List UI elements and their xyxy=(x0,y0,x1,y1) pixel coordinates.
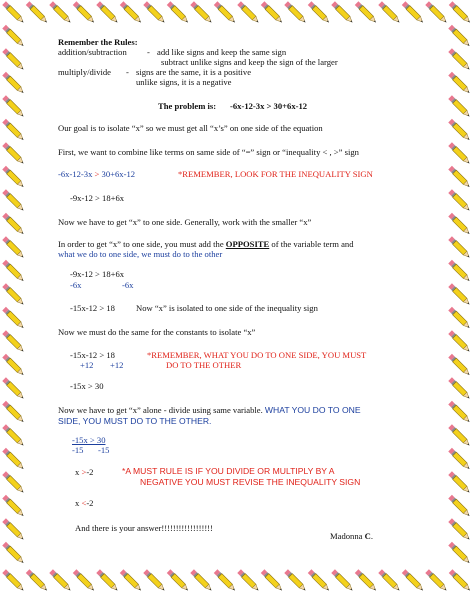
pencil-icon xyxy=(448,401,471,424)
step8-val: -2 xyxy=(86,467,94,477)
pencil-icon xyxy=(355,569,378,592)
pencil-icon xyxy=(26,1,49,24)
step3-sub-right: -6x xyxy=(122,280,134,290)
pencil-icon xyxy=(308,569,331,592)
pencil-icon xyxy=(2,283,25,306)
step5-note2: DO TO THE OTHER xyxy=(166,360,242,370)
pencil-icon xyxy=(425,569,448,592)
pencil-icon xyxy=(190,569,213,592)
step4-eq: -15x-12 > 18 xyxy=(70,303,115,313)
answer-text: And there is your answer!!!!!!!!!!!!!!!!!! xyxy=(75,523,213,533)
pencil-icon xyxy=(449,1,472,24)
pencil-icon xyxy=(2,424,25,447)
step7-den-right: -15 xyxy=(98,445,110,455)
pencil-icon xyxy=(448,48,471,71)
pencil-icon xyxy=(425,1,448,24)
alone-text xyxy=(58,406,361,416)
problem-label: The problem is: xyxy=(158,101,217,111)
step9-line xyxy=(75,499,93,509)
step6-eq: -15x > 30 xyxy=(70,381,104,391)
pencil-icon xyxy=(214,1,237,24)
pencil-icon xyxy=(448,307,471,330)
pencil-icon xyxy=(402,569,425,592)
pencil-icon xyxy=(448,260,471,283)
step5-add-right: +12 xyxy=(110,360,124,370)
step8-op: > xyxy=(81,467,87,477)
pencil-icon xyxy=(2,48,25,71)
pencil-icon xyxy=(120,1,143,24)
pencil-icon xyxy=(448,542,471,565)
pencil-icon xyxy=(190,1,213,24)
pencil-icon xyxy=(2,401,25,424)
pencil-icon xyxy=(449,569,472,592)
pencil-icon xyxy=(96,1,119,24)
pencil-icon xyxy=(448,283,471,306)
pencil-icon xyxy=(73,1,96,24)
step5-note1: *REMEMBER, WHAT YOU DO TO ONE SIDE, YOU MUST xyxy=(147,350,367,360)
pencil-icon xyxy=(2,213,25,236)
pencil-icon xyxy=(2,1,25,24)
pencil-icon xyxy=(2,307,25,330)
alone-blue1: WHAT YOU DO TO ONE xyxy=(264,405,361,415)
pencil-icon xyxy=(448,236,471,259)
pencil-icon xyxy=(2,377,25,400)
pencil-icon xyxy=(2,354,25,377)
alone-main: Now we have to get “x” alone - divide using same variable. xyxy=(58,405,263,415)
pencil-icon xyxy=(355,1,378,24)
pencil-icon xyxy=(448,330,471,353)
step4-note: Now “x” is isolated to one side of the inequality sign xyxy=(136,303,318,313)
step1-op: > xyxy=(94,169,100,179)
rule-dash: - xyxy=(147,47,150,57)
pencil-icon xyxy=(120,569,143,592)
rule-dash: - xyxy=(126,67,129,77)
step1-lhs: -6x-12-3x xyxy=(58,169,93,179)
opposite-before: In order to get “x” to one side, you must add the xyxy=(58,239,224,249)
step3-sub-left: -6x xyxy=(70,280,82,290)
pencil-icon xyxy=(167,569,190,592)
pencil-icon xyxy=(2,330,25,353)
step8-note1: *A MUST RULE IS IF YOU DIVIDE OR MULTIPLY BY A xyxy=(122,466,335,476)
step8-note2: NEGATIVE YOU MUST REVISE THE INEQUALITY SIGN xyxy=(140,477,361,487)
signature-initial: C xyxy=(364,531,371,541)
pencil-icon xyxy=(73,569,96,592)
rule-mul-div-label: multiply/divide xyxy=(58,67,111,77)
pencil-icon xyxy=(331,1,354,24)
pencil-icon xyxy=(448,495,471,518)
pencil-icon xyxy=(448,189,471,212)
step1-line xyxy=(58,170,135,180)
alone-blue2: SIDE, YOU MUST DO TO THE OTHER. xyxy=(58,416,212,426)
pencil-icon xyxy=(2,260,25,283)
rule-add-line2: subtract unlike signs and keep the sign of the larger xyxy=(161,57,338,67)
step5-add-left: +12 xyxy=(80,360,94,370)
step5-eq: -15x-12 > 18 xyxy=(70,350,115,360)
pencil-icon xyxy=(214,569,237,592)
pencil-icon xyxy=(448,119,471,142)
pencil-icon xyxy=(2,518,25,541)
worksheet-content xyxy=(58,38,424,558)
step9-val: -2 xyxy=(86,498,94,508)
pencil-icon xyxy=(261,1,284,24)
pencil-icon xyxy=(49,1,72,24)
signature-name: Madonna xyxy=(330,531,363,541)
pencil-icon xyxy=(448,72,471,95)
rule-mul-line1: signs are the same, it is a positive xyxy=(136,67,252,77)
step2-line: -9x-12 > 18+6x xyxy=(70,193,125,203)
pencil-icon xyxy=(284,569,307,592)
first-text: First, we want to combine like terms on same side of “=” sign or “inequality < , >” sign xyxy=(58,147,359,157)
pencil-icon xyxy=(308,1,331,24)
pencil-icon xyxy=(448,518,471,541)
pencil-icon xyxy=(378,1,401,24)
pencil-icon xyxy=(237,1,260,24)
rule-add-line1: add like signs and keep the same sign xyxy=(157,47,287,57)
constants-text: Now we must do the same for the constants to isolate “x” xyxy=(58,327,256,337)
pencil-icon xyxy=(448,471,471,494)
step9-x: x xyxy=(75,498,80,508)
pencil-icon xyxy=(2,95,25,118)
step8-x: x xyxy=(75,467,80,477)
pencil-icon xyxy=(2,471,25,494)
pencil-icon xyxy=(402,1,425,24)
opposite-word: OPPOSITE xyxy=(225,239,270,249)
opposite-after: of the variable term and xyxy=(271,239,354,249)
pencil-icon xyxy=(448,142,471,165)
pencil-icon xyxy=(378,569,401,592)
pencil-icon xyxy=(2,495,25,518)
pencil-icon xyxy=(2,166,25,189)
pencil-icon xyxy=(143,1,166,24)
pencil-icon xyxy=(448,25,471,48)
rule-mul-line2: unlike signs, it is a negative xyxy=(136,77,232,87)
pencil-icon xyxy=(26,569,49,592)
pencil-icon xyxy=(448,424,471,447)
pencil-icon xyxy=(2,236,25,259)
pencil-icon xyxy=(448,354,471,377)
pencil-icon xyxy=(2,448,25,471)
step7-den-left: -15 xyxy=(72,445,84,455)
step9-op: < xyxy=(81,498,87,508)
pencil-icon xyxy=(2,25,25,48)
signature-period: . xyxy=(370,531,373,541)
pencil-icon xyxy=(49,569,72,592)
step1-rhs: 30+6x-12 xyxy=(101,169,136,179)
opposite-line2: what we do to one side, we must do to the other xyxy=(58,249,223,259)
pencil-icon xyxy=(448,166,471,189)
pencil-icon xyxy=(2,142,25,165)
pencil-icon xyxy=(284,1,307,24)
pencil-icon xyxy=(331,569,354,592)
pencil-icon xyxy=(96,569,119,592)
rule-add-sub-label: addition/subtraction xyxy=(58,47,127,57)
pencil-icon xyxy=(448,213,471,236)
rules-heading: Remember the Rules: xyxy=(58,37,138,47)
pencil-icon xyxy=(448,377,471,400)
pencil-icon xyxy=(2,542,25,565)
pencil-icon xyxy=(448,448,471,471)
pencil-icon xyxy=(2,72,25,95)
move-x-text: Now we have to get “x” to one side. Generally, work with the smaller “x” xyxy=(58,217,312,227)
step7-eq: -15x > 30 xyxy=(72,435,106,445)
step1-note: *REMEMBER, LOOK FOR THE INEQUALITY SIGN xyxy=(178,169,373,179)
goal-text: Our goal is to isolate “x” so we must get all “x’s” on one side of the equation xyxy=(58,123,323,133)
problem-equation: -6x-12-3x > 30+6x-12 xyxy=(230,101,308,111)
pencil-icon xyxy=(2,189,25,212)
step8-line xyxy=(75,468,93,478)
pencil-icon xyxy=(237,569,260,592)
pencil-icon xyxy=(448,95,471,118)
pencil-icon xyxy=(143,569,166,592)
pencil-icon xyxy=(261,569,284,592)
step3-line: -9x-12 > 18+6x xyxy=(70,269,125,279)
pencil-icon xyxy=(167,1,190,24)
signature xyxy=(330,532,373,542)
pencil-icon xyxy=(2,569,25,592)
pencil-icon xyxy=(2,119,25,142)
